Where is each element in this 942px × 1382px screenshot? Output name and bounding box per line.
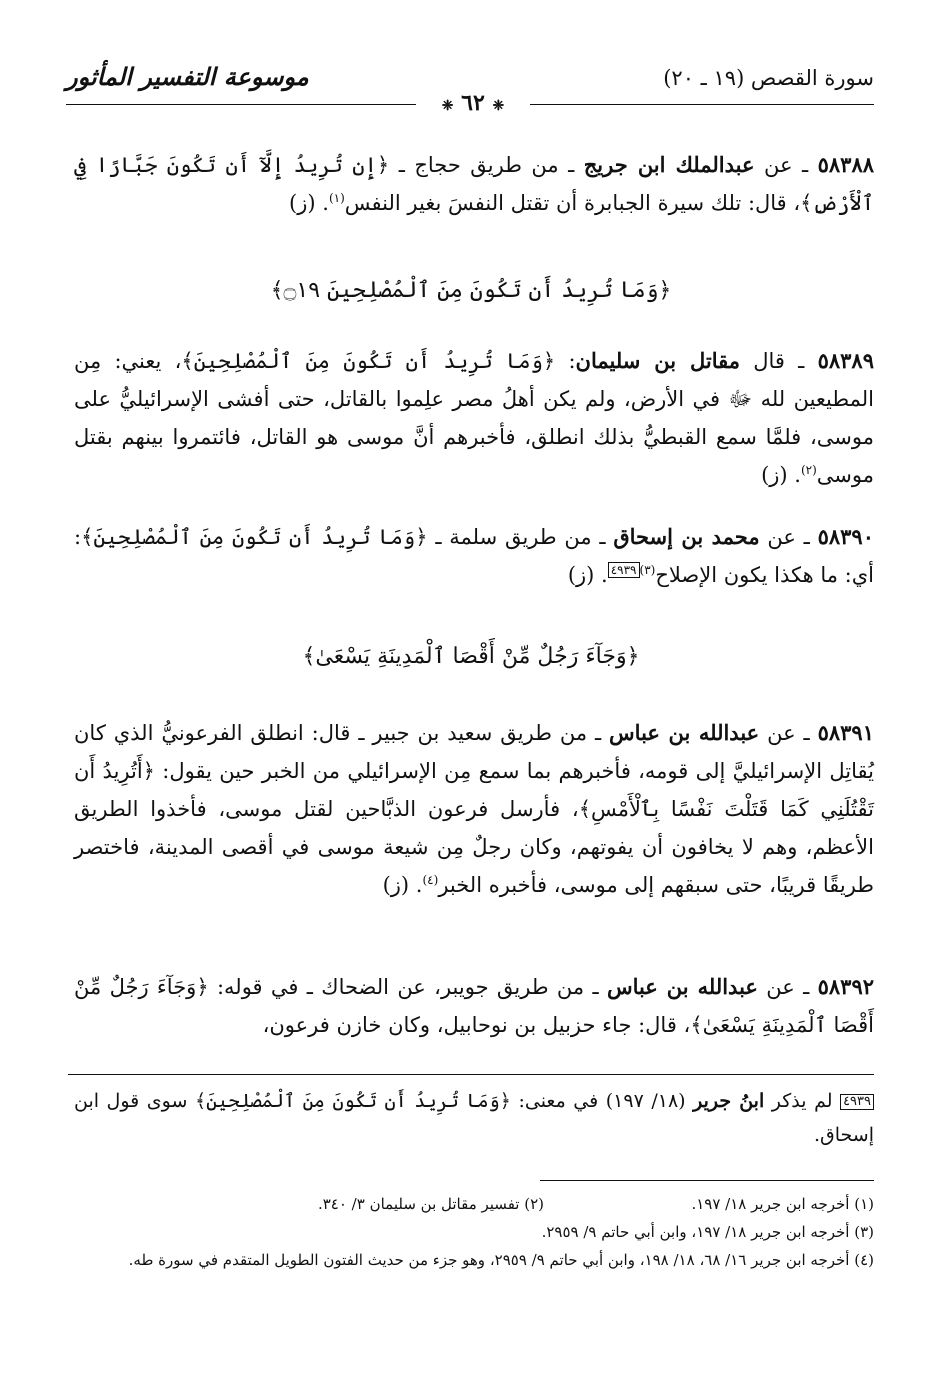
entry-text: : أي: ما هكذا يكون الإصلاح <box>74 525 874 587</box>
entry-lead: ـ عن <box>754 153 818 177</box>
quran-quote: ﴿إِن تُرِيدُ إِلَّآ أَن تَكُونَ جَبَّارًا فِي ٱلْأَرْضِ﴾ <box>74 153 874 215</box>
page-number: ٦٢ <box>461 90 485 116</box>
entry-lead: ـ قال <box>740 349 818 373</box>
commentary-name: ابنُ جرير <box>693 1090 765 1112</box>
verse-heading: ﴿وَمَا تُرِيدُ أَن تَكُونَ مِنَ ٱلْمُصْلِحِينَ ۝١٩﴾ <box>270 278 672 303</box>
entry-58388 <box>74 146 874 222</box>
commentary-text: لم يذكر <box>764 1090 841 1112</box>
narrator-name: عبدالله بن عباس <box>609 720 760 745</box>
entry-lead: ـ عن <box>759 721 818 745</box>
entry-tail: . (ز) <box>761 463 801 487</box>
ornament-icon: ❈ <box>492 98 505 114</box>
entry-text: ـ من طريق جويبر، عن الضحاك ـ في قوله: <box>208 975 607 999</box>
footnote-separator <box>540 1180 874 1181</box>
header-rule-right <box>530 104 874 105</box>
footnote-2: (٢) تفسير مقاتل بن سليمان ٣/ ٣٤٠. <box>317 1195 544 1213</box>
narrator-name: مقاتل بن سليمان <box>575 348 740 373</box>
entry-text: ، قال: جاء حزبيل بن نوحابيل، وكان خازن فرعون، <box>262 1013 691 1037</box>
commentary-ref-box: ٤٩٣٩ <box>608 562 640 578</box>
footnotes <box>74 1190 874 1274</box>
quran-quote: ﴿أَتُرِيدُ أَن تَقْتُلَنِي كَمَا قَتَلْتَ نَفْسًا بِٱلْأَمْسِ﴾ <box>74 759 874 821</box>
narrator-name: محمد بن إسحاق <box>613 524 760 549</box>
entry-number: ٥٨٣٩٢ <box>817 974 875 999</box>
quran-quote: ﴿وَجَآءَ رَجُلٌ مِّنْ أَقْصَا ٱلْمَدِينَةِ يَسْعَىٰ﴾ <box>74 975 874 1037</box>
entry-text: ، قال: تلك سيرة الجبابرة أن تقتل النفسَ بغير النفس <box>344 191 801 215</box>
entry-text: ، فأرسل فرعون الذبَّاحين لقتل موسى، فأخذوا الطريق الأعظم، وهم لا يخافون أن يفوتهم، وكان رجلٌ مِن شيعة موسى في أقصى المدينة، فاختصر طريقًا قريبًا، حتى سبقهم إلى موسى، فأخبره الخبر <box>74 797 874 897</box>
page-number-block <box>418 90 528 116</box>
entry-text: ـ من طريق سعيد بن جبير ـ قال: انطلق الفرعونيُّ الذي كان يُقاتِل الإسرائيليَّ إلى قومه، فأخبرهم بما سمع مِن الإسرائيلي من الخبر حين يقول: <box>74 721 874 783</box>
footnote-row <box>74 1190 874 1218</box>
narrator-name: عبدالله بن عباس <box>606 974 758 999</box>
commentary-separator <box>68 1074 874 1075</box>
entry-tail: . (ز) <box>382 873 423 897</box>
entry-number: ٥٨٣٩٠ <box>817 524 874 549</box>
entry-58390 <box>74 518 874 594</box>
entry-tail: . (ز) <box>567 563 608 587</box>
footnote-marker: (٢) <box>800 463 817 477</box>
footnote-marker: (١) <box>328 191 345 205</box>
footnote-marker: (٣) <box>639 563 656 577</box>
commentary-text: سوى قول ابن إسحاق. <box>74 1090 874 1146</box>
book-title: موسوعة التفسير المأثور <box>66 62 309 91</box>
entry-58389 <box>74 342 874 494</box>
entry-number: ٥٨٣٩١ <box>817 720 874 745</box>
narrator-name: عبدالملك ابن جريج <box>583 152 755 177</box>
entry-text: ، يعني: مِن المطيعين لله ﷻ في الأرض، ولم يكن أهلُ مصر علِموا بالقاتل، حتى أفشى الإسرائيليُّ على موسى، فلمَّا سمع القبطيُّ بذلك انطلق، فأخبرهم أنَّ موسى هو القاتل، فائتمروا بينهم بقتل موسى <box>74 349 874 487</box>
header-rule-left <box>66 104 416 105</box>
entry-lead: ـ عن <box>757 975 818 999</box>
quran-quote: ﴿وَمَا تُرِيدُ أَن تَكُونَ مِنَ ٱلْمُصْلِحِينَ﴾ <box>81 525 428 549</box>
quran-quote: ﴿وَمَا تُرِيدُ أَن تَكُونَ مِنَ ٱلْمُصْلِحِينَ﴾ <box>194 1090 511 1112</box>
commentary-ref-box: ٤٩٣٩ <box>840 1094 874 1110</box>
entry-tail: . (ز) <box>289 191 329 215</box>
entry-text: ـ من طريق سلمة ـ <box>427 525 614 549</box>
quran-quote: ﴿وَمَا تُرِيدُ أَن تَكُونَ مِنَ ٱلْمُصْلِحِينَ﴾ <box>181 349 556 373</box>
entry-text: ـ من طريق حجاج ـ <box>389 153 584 177</box>
entry-lead: ـ عن <box>759 525 818 549</box>
commentary-note <box>74 1084 874 1152</box>
footnote-marker: (٤) <box>422 873 439 887</box>
footnote-4: (٤) أخرجه ابن جرير ١٦/ ٦٨، ١٨/ ١٩٨، وابن أبي حاتم ٩/ ٢٩٥٩، وهو جزء من حديث الفتون الطويل المتقدم في سورة طه. <box>128 1251 874 1269</box>
verse-heading: ﴿وَجَآءَ رَجُلٌ مِّنْ أَقْصَا ٱلْمَدِينَةِ يَسْعَىٰ﴾ <box>302 644 640 669</box>
entry-58392 <box>74 968 874 1044</box>
entry-number: ٥٨٣٨٨ <box>817 152 875 177</box>
surah-title: سورة القصص (١٩ ـ ٢٠) <box>663 66 874 90</box>
ornament-icon: ❈ <box>441 98 454 114</box>
entry-text: : <box>555 349 576 373</box>
footnote-1: (١) أخرجه ابن جرير ١٨/ ١٩٧. <box>691 1195 874 1213</box>
commentary-text: (١٨/ ١٩٧) في معنى: <box>510 1090 694 1112</box>
entry-58391 <box>74 714 874 904</box>
entry-number: ٥٨٣٨٩ <box>817 348 874 373</box>
footnote-3: (٣) أخرجه ابن جرير ١٨/ ١٩٧، وابن أبي حاتم ٩/ ٢٩٥٩. <box>541 1223 874 1241</box>
